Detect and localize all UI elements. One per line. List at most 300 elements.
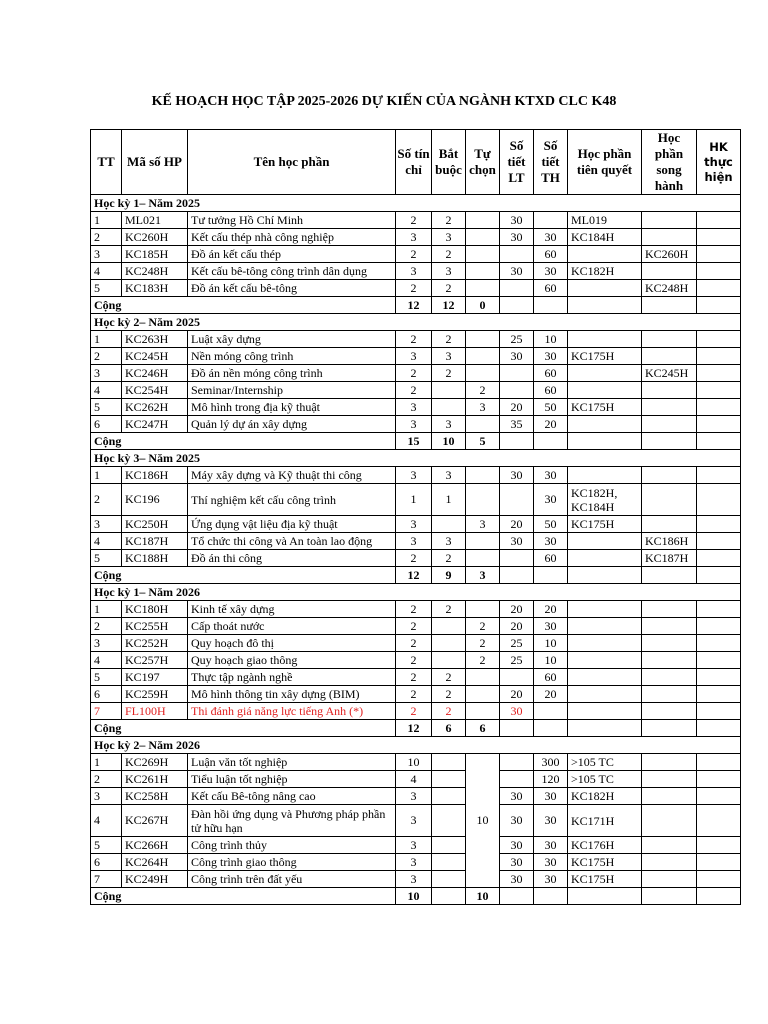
cell-so-tin-chi: 2 <box>396 635 432 652</box>
table-row <box>91 854 741 871</box>
cell-bat-buoc: 2 <box>432 550 466 567</box>
cell-so-tiet-lt <box>500 669 534 686</box>
cell-ma-so: KC185H <box>122 246 188 263</box>
cell-so-tiet-th: 30 <box>534 871 568 888</box>
cell-ma-so: KC254H <box>122 382 188 399</box>
total-empty-cell <box>500 433 534 450</box>
header-hk-thuc-hien: HK thực hiện <box>697 130 741 195</box>
cell-so-tiet-th: 30 <box>534 805 568 837</box>
cell-so-tiet-th: 30 <box>534 854 568 871</box>
cell-song-hanh <box>642 871 697 888</box>
header-tu-chon: Tự chọn <box>466 130 500 195</box>
cell-song-hanh <box>642 484 697 516</box>
cell-so-tin-chi: 3 <box>396 348 432 365</box>
table-row <box>91 365 741 382</box>
cell-bat-buoc <box>432 854 466 871</box>
cell-ten: Đàn hồi ứng dụng và Phương pháp phần tử hữu hạn <box>188 805 396 837</box>
table-row <box>91 550 741 567</box>
cell-so-tin-chi: 3 <box>396 788 432 805</box>
header-so-tiet-th: Số tiết TH <box>534 130 568 195</box>
cell-so-tiet-lt: 30 <box>500 805 534 837</box>
cell-song-hanh <box>642 467 697 484</box>
total-row <box>91 567 741 584</box>
cell-tt: 5 <box>91 669 122 686</box>
cell-tt: 2 <box>91 229 122 246</box>
section-header <box>91 584 741 601</box>
cell-tt: 4 <box>91 652 122 669</box>
total-empty-cell <box>642 720 697 737</box>
cell-song-hanh <box>642 516 697 533</box>
cell-tien-quyet: KC175H <box>568 399 642 416</box>
cell-ma-so: KC183H <box>122 280 188 297</box>
cell-ten: Mô hình thông tin xây dựng (BIM) <box>188 686 396 703</box>
cell-so-tin-chi: 2 <box>396 331 432 348</box>
cell-tu-chon <box>466 601 500 618</box>
table-row <box>91 484 741 516</box>
cell-so-tiet-lt: 35 <box>500 416 534 433</box>
cell-so-tiet-lt: 30 <box>500 263 534 280</box>
cell-song-hanh <box>642 382 697 399</box>
cell-ten: Máy xây dựng và Kỹ thuật thi công <box>188 467 396 484</box>
cell-tien-quyet <box>568 331 642 348</box>
cell-so-tiet-th: 30 <box>534 788 568 805</box>
cell-so-tiet-lt <box>500 484 534 516</box>
cell-song-hanh: KC186H <box>642 533 697 550</box>
cell-so-tin-chi: 3 <box>396 516 432 533</box>
cell-ten: Đồ án kết cấu bê-tông <box>188 280 396 297</box>
cell-tu-chon: 3 <box>466 516 500 533</box>
cell-hk-thuc-hien <box>697 601 741 618</box>
cell-tien-quyet: KC175H <box>568 871 642 888</box>
table-row <box>91 618 741 635</box>
cell-tien-quyet <box>568 686 642 703</box>
cell-hk-thuc-hien <box>697 533 741 550</box>
cell-ma-so: KC188H <box>122 550 188 567</box>
cell-bat-buoc <box>432 635 466 652</box>
cell-ma-so: KC263H <box>122 331 188 348</box>
cell-tien-quyet <box>568 467 642 484</box>
cell-song-hanh <box>642 635 697 652</box>
cell-so-tiet-th: 30 <box>534 618 568 635</box>
table-row <box>91 280 741 297</box>
cell-song-hanh: KC260H <box>642 246 697 263</box>
cell-tien-quyet <box>568 601 642 618</box>
cell-so-tiet-lt <box>500 754 534 771</box>
cell-hk-thuc-hien <box>697 467 741 484</box>
cell-hk-thuc-hien <box>697 348 741 365</box>
table-row <box>91 652 741 669</box>
table-row <box>91 669 741 686</box>
cell-so-tiet-lt: 30 <box>500 854 534 871</box>
cell-ten: Công trình giao thông <box>188 854 396 871</box>
cell-tu-chon <box>466 703 500 720</box>
cell-tien-quyet <box>568 669 642 686</box>
cell-so-tiet-lt <box>500 365 534 382</box>
cell-so-tiet-lt: 20 <box>500 399 534 416</box>
cell-so-tiet-lt: 30 <box>500 229 534 246</box>
cell-so-tiet-lt: 20 <box>500 686 534 703</box>
total-empty-cell <box>697 433 741 450</box>
cell-song-hanh <box>642 805 697 837</box>
cell-so-tiet-lt <box>500 771 534 788</box>
cell-so-tiet-th: 60 <box>534 365 568 382</box>
cell-so-tin-chi: 3 <box>396 854 432 871</box>
table-row <box>91 467 741 484</box>
total-elective: 5 <box>466 433 500 450</box>
total-label: Cộng <box>91 433 396 450</box>
cell-hk-thuc-hien <box>697 516 741 533</box>
cell-so-tin-chi: 1 <box>396 484 432 516</box>
total-empty-cell <box>534 433 568 450</box>
cell-hk-thuc-hien <box>697 416 741 433</box>
total-empty-cell <box>500 567 534 584</box>
cell-so-tin-chi: 3 <box>396 805 432 837</box>
cell-ten: Cấp thoát nước <box>188 618 396 635</box>
cell-tt: 6 <box>91 416 122 433</box>
cell-ten: Đồ án nền móng công trình <box>188 365 396 382</box>
cell-so-tin-chi: 2 <box>396 212 432 229</box>
cell-tu-chon: 2 <box>466 618 500 635</box>
total-credits: 12 <box>396 720 432 737</box>
cell-tt: 4 <box>91 263 122 280</box>
cell-tt: 7 <box>91 871 122 888</box>
cell-ten: Công trình trên đất yếu <box>188 871 396 888</box>
cell-song-hanh <box>642 788 697 805</box>
cell-song-hanh <box>642 618 697 635</box>
cell-tien-quyet: KC175H <box>568 348 642 365</box>
cell-hk-thuc-hien <box>697 331 741 348</box>
cell-so-tin-chi: 2 <box>396 669 432 686</box>
cell-tien-quyet <box>568 652 642 669</box>
cell-song-hanh <box>642 837 697 854</box>
cell-ma-so: KC252H <box>122 635 188 652</box>
total-empty-cell <box>697 720 741 737</box>
cell-ma-so: KC247H <box>122 416 188 433</box>
cell-so-tiet-lt: 20 <box>500 618 534 635</box>
cell-so-tin-chi: 2 <box>396 618 432 635</box>
cell-so-tiet-th: 30 <box>534 229 568 246</box>
cell-so-tin-chi: 3 <box>396 263 432 280</box>
table-row <box>91 686 741 703</box>
total-empty-cell <box>568 297 642 314</box>
cell-tt: 1 <box>91 754 122 771</box>
cell-hk-thuc-hien <box>697 805 741 837</box>
cell-tu-chon <box>466 280 500 297</box>
section-header <box>91 737 741 754</box>
cell-ma-so: KC258H <box>122 788 188 805</box>
cell-bat-buoc <box>432 618 466 635</box>
cell-bat-buoc: 2 <box>432 280 466 297</box>
section-header <box>91 195 741 212</box>
cell-tu-chon <box>466 533 500 550</box>
cell-song-hanh: KC248H <box>642 280 697 297</box>
total-empty-cell <box>642 567 697 584</box>
cell-ma-so: KC266H <box>122 837 188 854</box>
cell-so-tin-chi: 2 <box>396 382 432 399</box>
cell-bat-buoc: 2 <box>432 601 466 618</box>
cell-ma-so: KC262H <box>122 399 188 416</box>
cell-tt: 5 <box>91 399 122 416</box>
total-row <box>91 297 741 314</box>
cell-bat-buoc <box>432 754 466 771</box>
cell-so-tiet-th: 300 <box>534 754 568 771</box>
cell-song-hanh <box>642 601 697 618</box>
cell-so-tiet-lt <box>500 246 534 263</box>
cell-tien-quyet: KC176H <box>568 837 642 854</box>
table-row <box>91 754 741 771</box>
cell-so-tiet-th: 20 <box>534 601 568 618</box>
cell-so-tin-chi: 2 <box>396 686 432 703</box>
table-row <box>91 805 741 837</box>
header-ten-hoc-phan: Tên học phần <box>188 130 396 195</box>
total-required: 10 <box>432 433 466 450</box>
cell-so-tiet-lt: 30 <box>500 467 534 484</box>
cell-tt: 4 <box>91 382 122 399</box>
cell-hk-thuc-hien <box>697 788 741 805</box>
cell-ten: Kết cấu Bê-tông nâng cao <box>188 788 396 805</box>
total-empty-cell <box>534 567 568 584</box>
cell-bat-buoc <box>432 788 466 805</box>
cell-bat-buoc <box>432 837 466 854</box>
cell-tien-quyet <box>568 416 642 433</box>
cell-song-hanh <box>642 399 697 416</box>
table-row <box>91 516 741 533</box>
cell-ma-so: KC186H <box>122 467 188 484</box>
cell-bat-buoc <box>432 805 466 837</box>
total-empty-cell <box>568 888 642 905</box>
table-row <box>91 871 741 888</box>
total-empty-cell <box>500 888 534 905</box>
cell-ma-so: KC260H <box>122 229 188 246</box>
total-empty-cell <box>697 297 741 314</box>
total-empty-cell <box>500 297 534 314</box>
header-ma-so: Mã số HP <box>122 130 188 195</box>
table-row <box>91 788 741 805</box>
cell-tt: 7 <box>91 703 122 720</box>
cell-ma-so: KC246H <box>122 365 188 382</box>
cell-so-tiet-th: 50 <box>534 516 568 533</box>
cell-bat-buoc <box>432 399 466 416</box>
cell-tt: 1 <box>91 331 122 348</box>
cell-so-tin-chi: 10 <box>396 754 432 771</box>
cell-ten: Quy hoạch giao thông <box>188 652 396 669</box>
table-row <box>91 348 741 365</box>
total-elective: 3 <box>466 567 500 584</box>
cell-ten: Kinh tế xây dựng <box>188 601 396 618</box>
cell-ma-so: KC269H <box>122 754 188 771</box>
cell-tien-quyet <box>568 382 642 399</box>
cell-so-tin-chi: 3 <box>396 229 432 246</box>
cell-hk-thuc-hien <box>697 618 741 635</box>
total-elective: 6 <box>466 720 500 737</box>
cell-tt: 3 <box>91 246 122 263</box>
cell-tien-quyet <box>568 246 642 263</box>
total-credits: 15 <box>396 433 432 450</box>
cell-hk-thuc-hien <box>697 550 741 567</box>
cell-so-tiet-th: 10 <box>534 652 568 669</box>
cell-tt: 1 <box>91 601 122 618</box>
cell-ma-so: KC245H <box>122 348 188 365</box>
cell-ten: Luật xây dựng <box>188 331 396 348</box>
cell-so-tiet-lt: 25 <box>500 652 534 669</box>
cell-tt: 1 <box>91 467 122 484</box>
section-label: Học kỳ 1– Năm 2026 <box>91 584 741 601</box>
cell-bat-buoc <box>432 652 466 669</box>
cell-bat-buoc: 2 <box>432 669 466 686</box>
table-row <box>91 263 741 280</box>
cell-tt: 6 <box>91 854 122 871</box>
cell-so-tiet-th: 30 <box>534 467 568 484</box>
cell-bat-buoc: 1 <box>432 484 466 516</box>
total-label: Cộng <box>91 297 396 314</box>
cell-tien-quyet: KC175H <box>568 516 642 533</box>
cell-hk-thuc-hien <box>697 382 741 399</box>
cell-ma-so: KC197 <box>122 669 188 686</box>
cell-so-tin-chi: 2 <box>396 601 432 618</box>
cell-tu-chon <box>466 669 500 686</box>
cell-bat-buoc: 2 <box>432 703 466 720</box>
cell-tt: 2 <box>91 618 122 635</box>
cell-so-tiet-th: 20 <box>534 416 568 433</box>
cell-ma-so: KC261H <box>122 771 188 788</box>
total-empty-cell <box>500 720 534 737</box>
total-required: 6 <box>432 720 466 737</box>
table-row <box>91 703 741 720</box>
cell-so-tiet-lt: 30 <box>500 788 534 805</box>
cell-so-tiet-th: 30 <box>534 533 568 550</box>
cell-tien-quyet: >105 TC <box>568 754 642 771</box>
cell-tt: 2 <box>91 484 122 516</box>
cell-bat-buoc: 2 <box>432 212 466 229</box>
cell-bat-buoc: 3 <box>432 348 466 365</box>
cell-hk-thuc-hien <box>697 484 741 516</box>
cell-ma-so: KC259H <box>122 686 188 703</box>
cell-tien-quyet: KC184H <box>568 229 642 246</box>
cell-so-tiet-lt: 25 <box>500 635 534 652</box>
total-empty-cell <box>568 567 642 584</box>
cell-ten: Thí nghiệm kết cấu công trình <box>188 484 396 516</box>
total-label: Cộng <box>91 720 396 737</box>
total-empty-cell <box>568 720 642 737</box>
cell-tien-quyet: KC182H, KC184H <box>568 484 642 516</box>
cell-so-tiet-th: 30 <box>534 348 568 365</box>
cell-tt: 5 <box>91 280 122 297</box>
cell-bat-buoc: 3 <box>432 229 466 246</box>
total-credits: 12 <box>396 567 432 584</box>
total-empty-cell <box>534 888 568 905</box>
cell-ten: Mô hình trong địa kỹ thuật <box>188 399 396 416</box>
cell-tien-quyet <box>568 635 642 652</box>
cell-song-hanh <box>642 331 697 348</box>
total-empty-cell <box>534 297 568 314</box>
cell-so-tiet-th: 30 <box>534 837 568 854</box>
cell-song-hanh <box>642 416 697 433</box>
header-song-hanh: Học phần song hành <box>642 130 697 195</box>
cell-song-hanh <box>642 686 697 703</box>
cell-ma-so: ML021 <box>122 212 188 229</box>
cell-so-tiet-th: 120 <box>534 771 568 788</box>
cell-ten: Tổ chức thi công và An toàn lao động <box>188 533 396 550</box>
cell-tien-quyet: KC175H <box>568 854 642 871</box>
table-body <box>91 195 741 905</box>
cell-so-tin-chi: 2 <box>396 280 432 297</box>
cell-bat-buoc <box>432 871 466 888</box>
cell-ten: Tư tưởng Hồ Chí Minh <box>188 212 396 229</box>
cell-song-hanh <box>642 771 697 788</box>
cell-ma-so: KC180H <box>122 601 188 618</box>
table-row <box>91 246 741 263</box>
cell-so-tin-chi: 3 <box>396 399 432 416</box>
cell-tt: 3 <box>91 788 122 805</box>
cell-tu-chon: 2 <box>466 382 500 399</box>
cell-tien-quyet: ML019 <box>568 212 642 229</box>
total-empty-cell <box>568 433 642 450</box>
cell-song-hanh <box>642 652 697 669</box>
total-elective: 10 <box>466 888 500 905</box>
cell-song-hanh <box>642 754 697 771</box>
study-plan-table <box>90 129 741 905</box>
cell-ten: Công trình thủy <box>188 837 396 854</box>
total-empty-cell <box>697 567 741 584</box>
cell-hk-thuc-hien <box>697 686 741 703</box>
table-row <box>91 229 741 246</box>
section-label: Học kỳ 3– Năm 2025 <box>91 450 741 467</box>
cell-hk-thuc-hien <box>697 246 741 263</box>
cell-hk-thuc-hien <box>697 771 741 788</box>
table-row <box>91 382 741 399</box>
cell-tu-chon <box>466 348 500 365</box>
cell-so-tin-chi: 3 <box>396 533 432 550</box>
cell-hk-thuc-hien <box>697 229 741 246</box>
table-row <box>91 601 741 618</box>
total-required: 9 <box>432 567 466 584</box>
cell-so-tiet-lt: 30 <box>500 348 534 365</box>
cell-hk-thuc-hien <box>697 754 741 771</box>
header-so-tin-chi: Số tín chỉ <box>396 130 432 195</box>
total-label: Cộng <box>91 888 396 905</box>
cell-tu-chon <box>466 484 500 516</box>
cell-ma-so: FL100H <box>122 703 188 720</box>
cell-tt: 4 <box>91 805 122 837</box>
cell-song-hanh <box>642 854 697 871</box>
cell-song-hanh <box>642 263 697 280</box>
cell-so-tiet-lt <box>500 550 534 567</box>
table-row <box>91 416 741 433</box>
table-row <box>91 533 741 550</box>
cell-hk-thuc-hien <box>697 652 741 669</box>
cell-hk-thuc-hien <box>697 837 741 854</box>
cell-bat-buoc: 2 <box>432 365 466 382</box>
cell-ten: Đồ án thi công <box>188 550 396 567</box>
cell-tien-quyet: >105 TC <box>568 771 642 788</box>
section-header <box>91 314 741 331</box>
cell-tu-chon: 2 <box>466 635 500 652</box>
cell-so-tiet-th <box>534 212 568 229</box>
cell-ma-so: KC255H <box>122 618 188 635</box>
cell-so-tin-chi: 3 <box>396 416 432 433</box>
cell-ten: Ứng dụng vật liệu địa kỹ thuật <box>188 516 396 533</box>
header-bat-buoc: Bắt buộc <box>432 130 466 195</box>
total-row <box>91 888 741 905</box>
cell-hk-thuc-hien <box>697 212 741 229</box>
cell-so-tiet-th: 60 <box>534 550 568 567</box>
cell-tt: 3 <box>91 635 122 652</box>
cell-bat-buoc: 2 <box>432 686 466 703</box>
cell-bat-buoc <box>432 516 466 533</box>
total-required: 12 <box>432 297 466 314</box>
total-empty-cell <box>642 888 697 905</box>
cell-tt: 6 <box>91 686 122 703</box>
